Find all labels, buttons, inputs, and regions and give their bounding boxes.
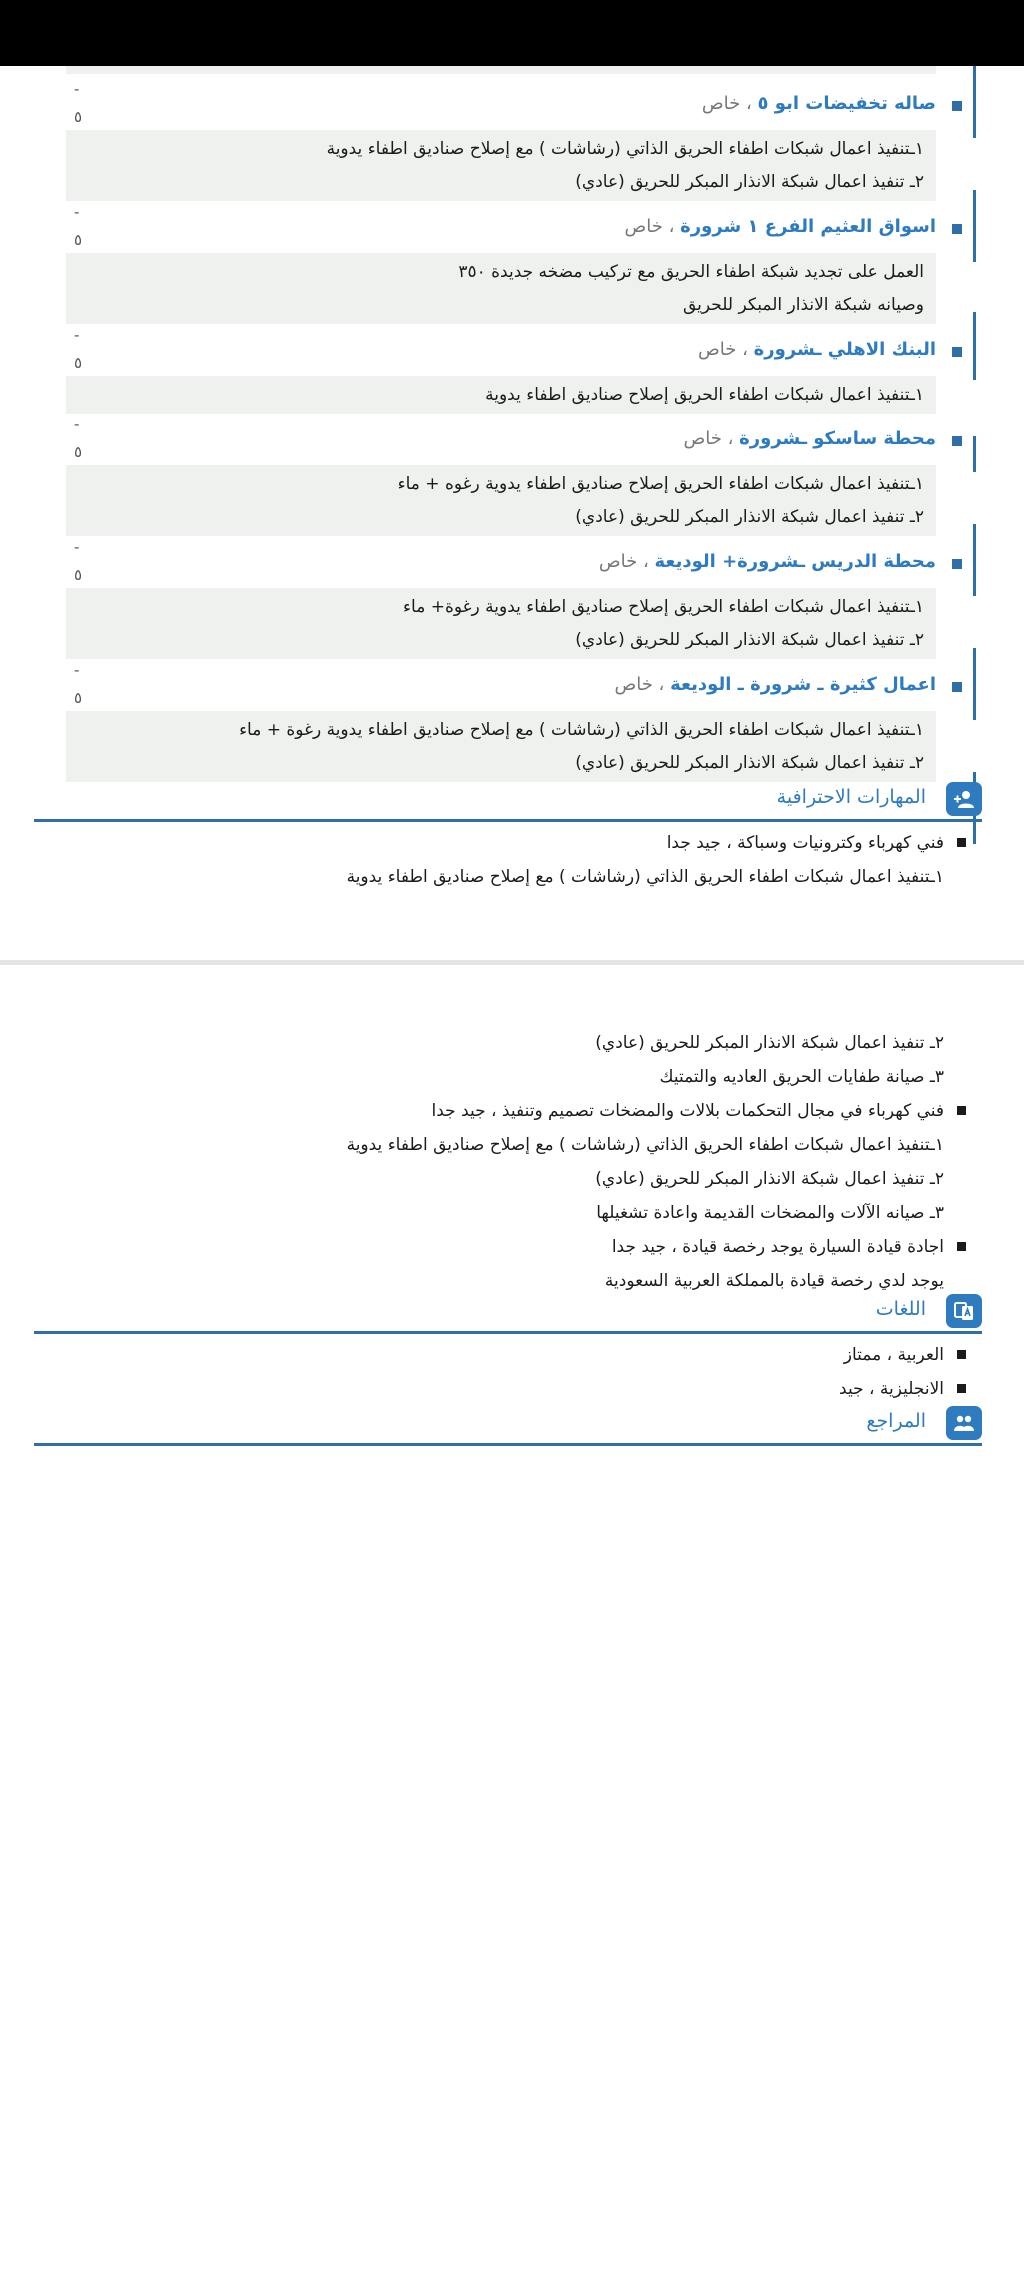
person-add-icon xyxy=(953,789,975,809)
description-line: ١ـتنفيذ اعمال شبكات اطفاء الحريق إصلاح صناديق اطفاء يدوية رغوه + ماء xyxy=(397,474,924,494)
timeline-line xyxy=(973,66,976,138)
experience-description xyxy=(66,711,936,782)
description-line: ١ـتنفيذ اعمال شبكات اطفاء الحريق الذاتي (رشاشات ) مع إصلاح صناديق اطفاء يدوية رغوة + ماء xyxy=(239,720,924,740)
experience-date-dash: - xyxy=(74,80,80,98)
languages-icon xyxy=(946,1294,982,1328)
skill-item: فني كهرباء وكترونيات وسباكة ، جيد جدا xyxy=(66,826,966,860)
skill-detail: ١ـتنفيذ اعمال شبكات اطفاء الحريق الذاتي (رشاشات ) مع إصلاح صناديق اطفاء يدوية xyxy=(346,1135,944,1155)
people-icon xyxy=(953,1414,975,1432)
skills-list-page2 xyxy=(66,1026,966,1298)
description-line: ٢ـ تنفيذ اعمال شبكة الانذار المبكر للحريق (عادي) xyxy=(575,172,924,192)
experience-date-dash: - xyxy=(74,661,80,679)
experience-bullet xyxy=(952,347,962,357)
skill-detail: ٢ـ تنفيذ اعمال شبكة الانذار المبكر للحريق (عادي) xyxy=(595,1169,944,1189)
experience-item xyxy=(66,197,936,324)
timeline-line xyxy=(973,648,976,720)
experience-item xyxy=(66,74,936,201)
experience-duration: ٥ xyxy=(74,689,83,707)
experience-date-dash: - xyxy=(74,326,80,344)
experience-type: ، خاص xyxy=(697,339,748,360)
skill-detail: يوجد لدي رخصة قيادة بالمملكة العربية السعودية xyxy=(604,1271,944,1291)
skills-list-page1 xyxy=(66,826,966,894)
skills-section-title: المهارات الاحترافية xyxy=(776,786,926,808)
description-line: ١ـتنفيذ اعمال شبكات اطفاء الحريق إصلاح صناديق اطفاء يدوية رغوة+ ماء xyxy=(403,597,924,617)
experience-bullet xyxy=(952,682,962,692)
experience-name: محطة ساسكو ـشرورة xyxy=(739,428,936,449)
experience-bullet xyxy=(952,101,962,111)
timeline-line xyxy=(973,436,976,472)
languages-section-header xyxy=(34,1292,982,1334)
experience-name: البنك الاهلي ـشرورة xyxy=(753,339,936,360)
skill-item: فني كهرباء في مجال التحكمات بلالات والمضخات تصميم وتنفيذ ، جيد جدا xyxy=(66,1094,966,1128)
skill-detail: ٣ـ صيانة طفايات الحريق العاديه والتمتيك xyxy=(659,1067,944,1087)
description-line: ١ـتنفيذ اعمال شبكات اطفاء الحريق الذاتي (رشاشات ) مع إصلاح صناديق اطفاء يدوية xyxy=(326,139,924,159)
status-bar xyxy=(0,0,1024,66)
language-item: العربية ، ممتاز xyxy=(66,1338,966,1372)
references-icon xyxy=(946,1406,982,1440)
description-line: ٢ـ تنفيذ اعمال شبكة الانذار المبكر للحريق (عادي) xyxy=(575,630,924,650)
references-section-title: المراجع xyxy=(866,1410,926,1432)
languages-section-title: اللغات xyxy=(875,1298,926,1320)
skills-section-header xyxy=(34,780,982,822)
experience-description xyxy=(66,130,936,201)
experience-description xyxy=(66,253,936,324)
experience-item xyxy=(66,320,936,414)
experience-type: ، خاص xyxy=(598,551,649,572)
experience-name: صاله تخفيضات ابو ٥ xyxy=(757,93,936,114)
experience-type: ، خاص xyxy=(683,428,734,449)
skill-detail: ٢ـ تنفيذ اعمال شبكة الانذار المبكر للحريق (عادي) xyxy=(595,1033,944,1053)
page-divider xyxy=(0,960,1024,965)
experience-bullet xyxy=(952,224,962,234)
experience-title xyxy=(698,339,936,360)
experience-title xyxy=(614,674,936,695)
skill-item: اجادة قيادة السيارة يوجد رخصة قيادة ، جيد جدا xyxy=(66,1230,966,1264)
experience-type: ، خاص xyxy=(624,216,675,237)
description-line: العمل على تجديد شبكة اطفاء الحريق مع تركيب مضخه جديدة ٣٥٠ xyxy=(458,262,924,282)
experience-name: محطة الدريس ـشرورة+ الوديعة xyxy=(654,551,936,572)
timeline-line xyxy=(973,524,976,596)
experience-item xyxy=(66,532,936,659)
experience-header xyxy=(66,320,936,376)
experience-duration: ٥ xyxy=(74,443,83,461)
skill-detail: ٣ـ صيانه الآلات والمضخات القديمة واعادة تشغيلها xyxy=(596,1203,944,1223)
experience-header xyxy=(66,409,936,465)
experience-description xyxy=(66,588,936,659)
translate-icon xyxy=(953,1301,975,1321)
experience-item xyxy=(66,409,936,536)
languages-list xyxy=(66,1338,966,1406)
experience-duration: ٥ xyxy=(74,231,83,249)
timeline-line xyxy=(973,312,976,380)
description-line: ٢ـ تنفيذ اعمال شبكة الانذار المبكر للحريق (عادي) xyxy=(575,507,924,527)
previous-entry-strip xyxy=(66,66,936,74)
references-section-header xyxy=(34,1404,982,1446)
experience-item xyxy=(66,655,936,782)
experience-duration: ٥ xyxy=(74,354,83,372)
experience-description xyxy=(66,465,936,536)
experience-header xyxy=(66,197,936,253)
experience-duration: ٥ xyxy=(74,108,83,126)
experience-title xyxy=(702,93,936,114)
experience-header xyxy=(66,532,936,588)
timeline-line xyxy=(973,190,976,262)
experience-title xyxy=(684,428,937,449)
skills-icon xyxy=(946,782,982,816)
experience-bullet xyxy=(952,559,962,569)
description-line: ٢ـ تنفيذ اعمال شبكة الانذار المبكر للحريق (عادي) xyxy=(575,753,924,773)
experience-title xyxy=(599,551,936,572)
experience-duration: ٥ xyxy=(74,566,83,584)
language-item: الانجليزية ، جيد xyxy=(66,1372,966,1406)
experience-date-dash: - xyxy=(74,538,80,556)
experience-header xyxy=(66,74,936,130)
experience-header xyxy=(66,655,936,711)
experience-bullet xyxy=(952,436,962,446)
experience-type: ، خاص xyxy=(614,674,665,695)
experience-type: ، خاص xyxy=(701,93,752,114)
description-line: ١ـتنفيذ اعمال شبكات اطفاء الحريق إصلاح صناديق اطفاء يدوية xyxy=(485,385,924,405)
skill-detail: ١ـتنفيذ اعمال شبكات اطفاء الحريق الذاتي (رشاشات ) مع إصلاح صناديق اطفاء يدوية xyxy=(346,867,944,887)
experience-name: اعمال كثيرة ـ شرورة ـ الوديعة xyxy=(670,674,936,695)
experience-name: اسواق العثيم الفرع ١ شرورة xyxy=(680,216,936,237)
experience-date-dash: - xyxy=(74,203,80,221)
experience-title xyxy=(625,216,936,237)
description-line: وصيانه شبكة الانذار المبكر للحريق xyxy=(683,295,924,315)
experience-date-dash: - xyxy=(74,415,80,433)
